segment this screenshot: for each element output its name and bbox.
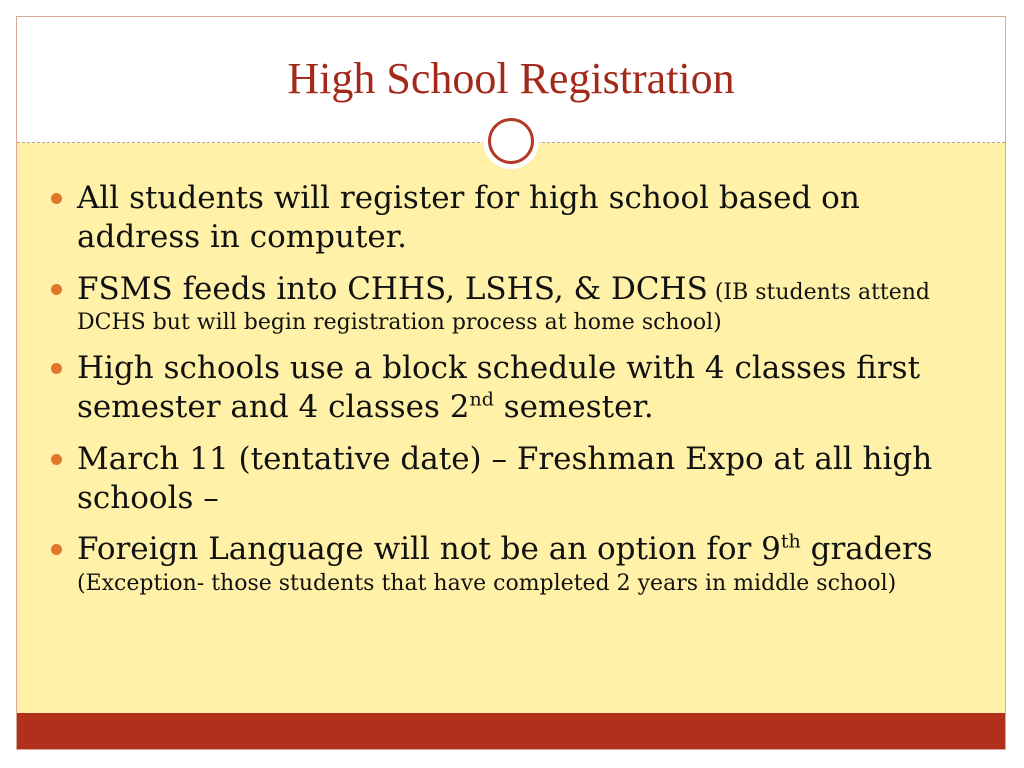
bullet-text: All students will register for high school based on address in computer.: [77, 180, 860, 256]
bullet-item: [47, 270, 947, 337]
bullet-note: (IB students attend DCHS but will begin registration process at home school): [77, 279, 931, 336]
ordinal-suffix: th: [780, 531, 801, 554]
bullet-dot-icon: [51, 363, 62, 374]
bullet-text-part: semester.: [493, 389, 654, 426]
bottom-bar: [17, 713, 1005, 749]
bullet-dot-icon: [51, 284, 62, 295]
slide-title: High School Registration: [287, 54, 735, 103]
bullet-item: [47, 179, 947, 258]
bullet-text: [77, 531, 933, 567]
bullet-text-part: graders: [800, 531, 933, 568]
circle-ornament-icon: [483, 113, 539, 169]
bullet-dot-icon: [51, 193, 62, 204]
bullet-item: [47, 349, 947, 428]
bullet-text: [77, 350, 920, 425]
bullet-text: FSMS feeds into CHHS, LSHS, & DCHS: [77, 270, 708, 307]
bullet-item: [47, 530, 947, 597]
bullet-item: [47, 440, 947, 519]
bullet-dot-icon: [51, 544, 62, 555]
bullet-dot-icon: [51, 454, 62, 465]
content-area: [17, 143, 1005, 715]
bullet-text: March 11 (tentative date) – Freshman Expo at all high schools –: [77, 440, 933, 517]
bullet-text-part: High schools use a block schedule with 4 classes first semester and 4 classes 2: [77, 350, 921, 426]
slide: [16, 16, 1006, 750]
bullet-list: [47, 179, 947, 610]
bullet-text-part: Foreign Language will not be an option for 9: [77, 531, 781, 568]
ordinal-suffix: nd: [469, 389, 494, 412]
bullet-note: (Exception- those students that have completed 2 years in middle school): [77, 570, 897, 596]
ring-icon: [488, 118, 534, 164]
